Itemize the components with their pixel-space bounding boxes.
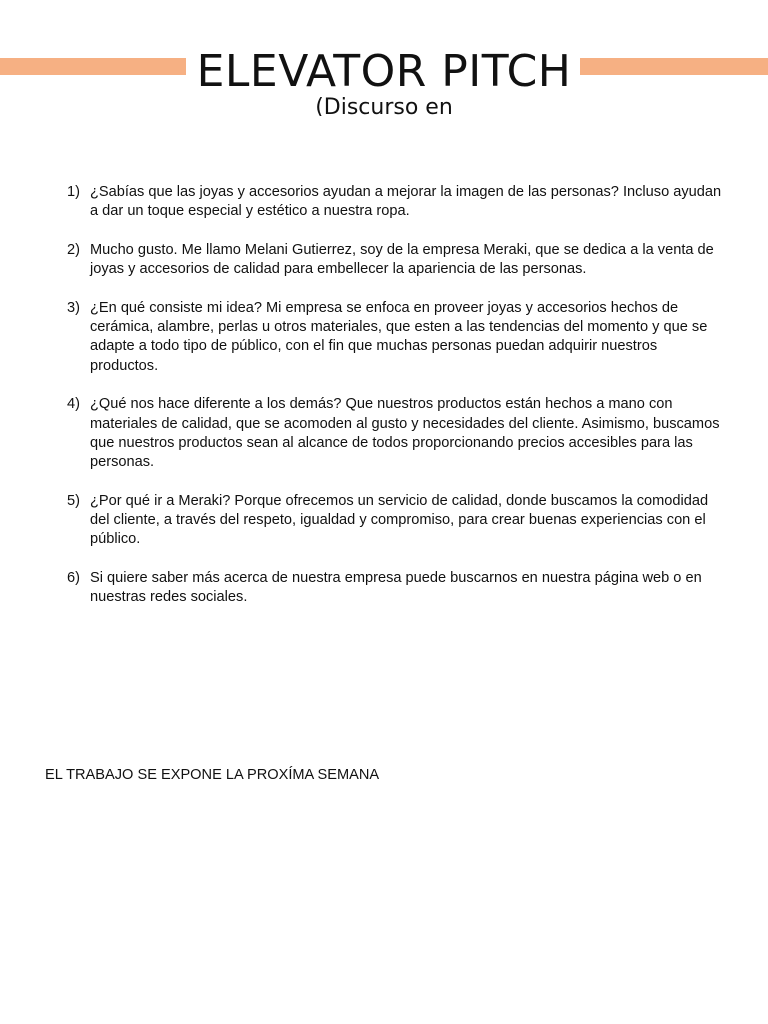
list-item <box>64 395 729 472</box>
list-item-number: 6) <box>67 569 80 586</box>
list-item-text: ¿Qué nos hace diferente a los demás? Que nuestros productos están hechos a mano con materiales de calidad, que se acomoden al gusto y necesidades del cliente. Asimismo, buscamos que nuestros productos sean al alcance de todos proporcionando precios accesibles para las personas. <box>90 396 720 471</box>
list-item <box>64 492 729 550</box>
list-item-text: Mucho gusto. Me llamo Melani Gutierrez, soy de la empresa Meraki, que se dedica a la venta de joyas y accesorios de calidad para embellecer la apariencia de las personas. <box>90 241 714 278</box>
list-item-number: 5) <box>67 492 80 509</box>
list-item <box>64 569 729 608</box>
pitch-list <box>64 183 729 627</box>
list-item-text: ¿Por qué ir a Meraki? Porque ofrecemos un servicio de calidad, donde buscamos la comodidad del cliente, a través del respeto, igualdad y compromiso, para crear buenas experiencias con el público. <box>90 492 709 548</box>
list-item-text: ¿Sabías que las joyas y accesorios ayudan a mejorar la imagen de las personas? Incluso ayudan a dar un toque especial y estético a nuestra ropa. <box>90 184 722 220</box>
page-subtitle-container <box>0 94 768 116</box>
page-title: ELEVATOR PITCH <box>196 46 572 97</box>
list-item <box>64 241 729 280</box>
list-item-number: 2) <box>67 241 80 258</box>
list-item <box>64 183 729 222</box>
list-item-text: ¿En qué consiste mi idea? Mi empresa se enfoca en proveer joyas y accesorios hechos de cerámica, alambre, perlas u otros materiales, que esten a las tendencias del momento y que se adapte a todo tipo de público, con el fin que muchas personas puedan adquirir nuestros productos. <box>90 299 708 374</box>
list-item-text: Si quiere saber más acerca de nuestra empresa puede buscarnos en nuestra página web o en nuestras redes sociales. <box>90 569 702 606</box>
list-item <box>64 299 729 376</box>
list-item-number: 4) <box>67 396 80 413</box>
footer-note: EL TRABAJO SE EXPONE LA PROXÍMA SEMANA <box>45 767 380 783</box>
page-subtitle: (Discurso en <box>315 95 453 116</box>
list-item-number: 1) <box>67 184 80 200</box>
list-item-number: 3) <box>67 299 80 316</box>
